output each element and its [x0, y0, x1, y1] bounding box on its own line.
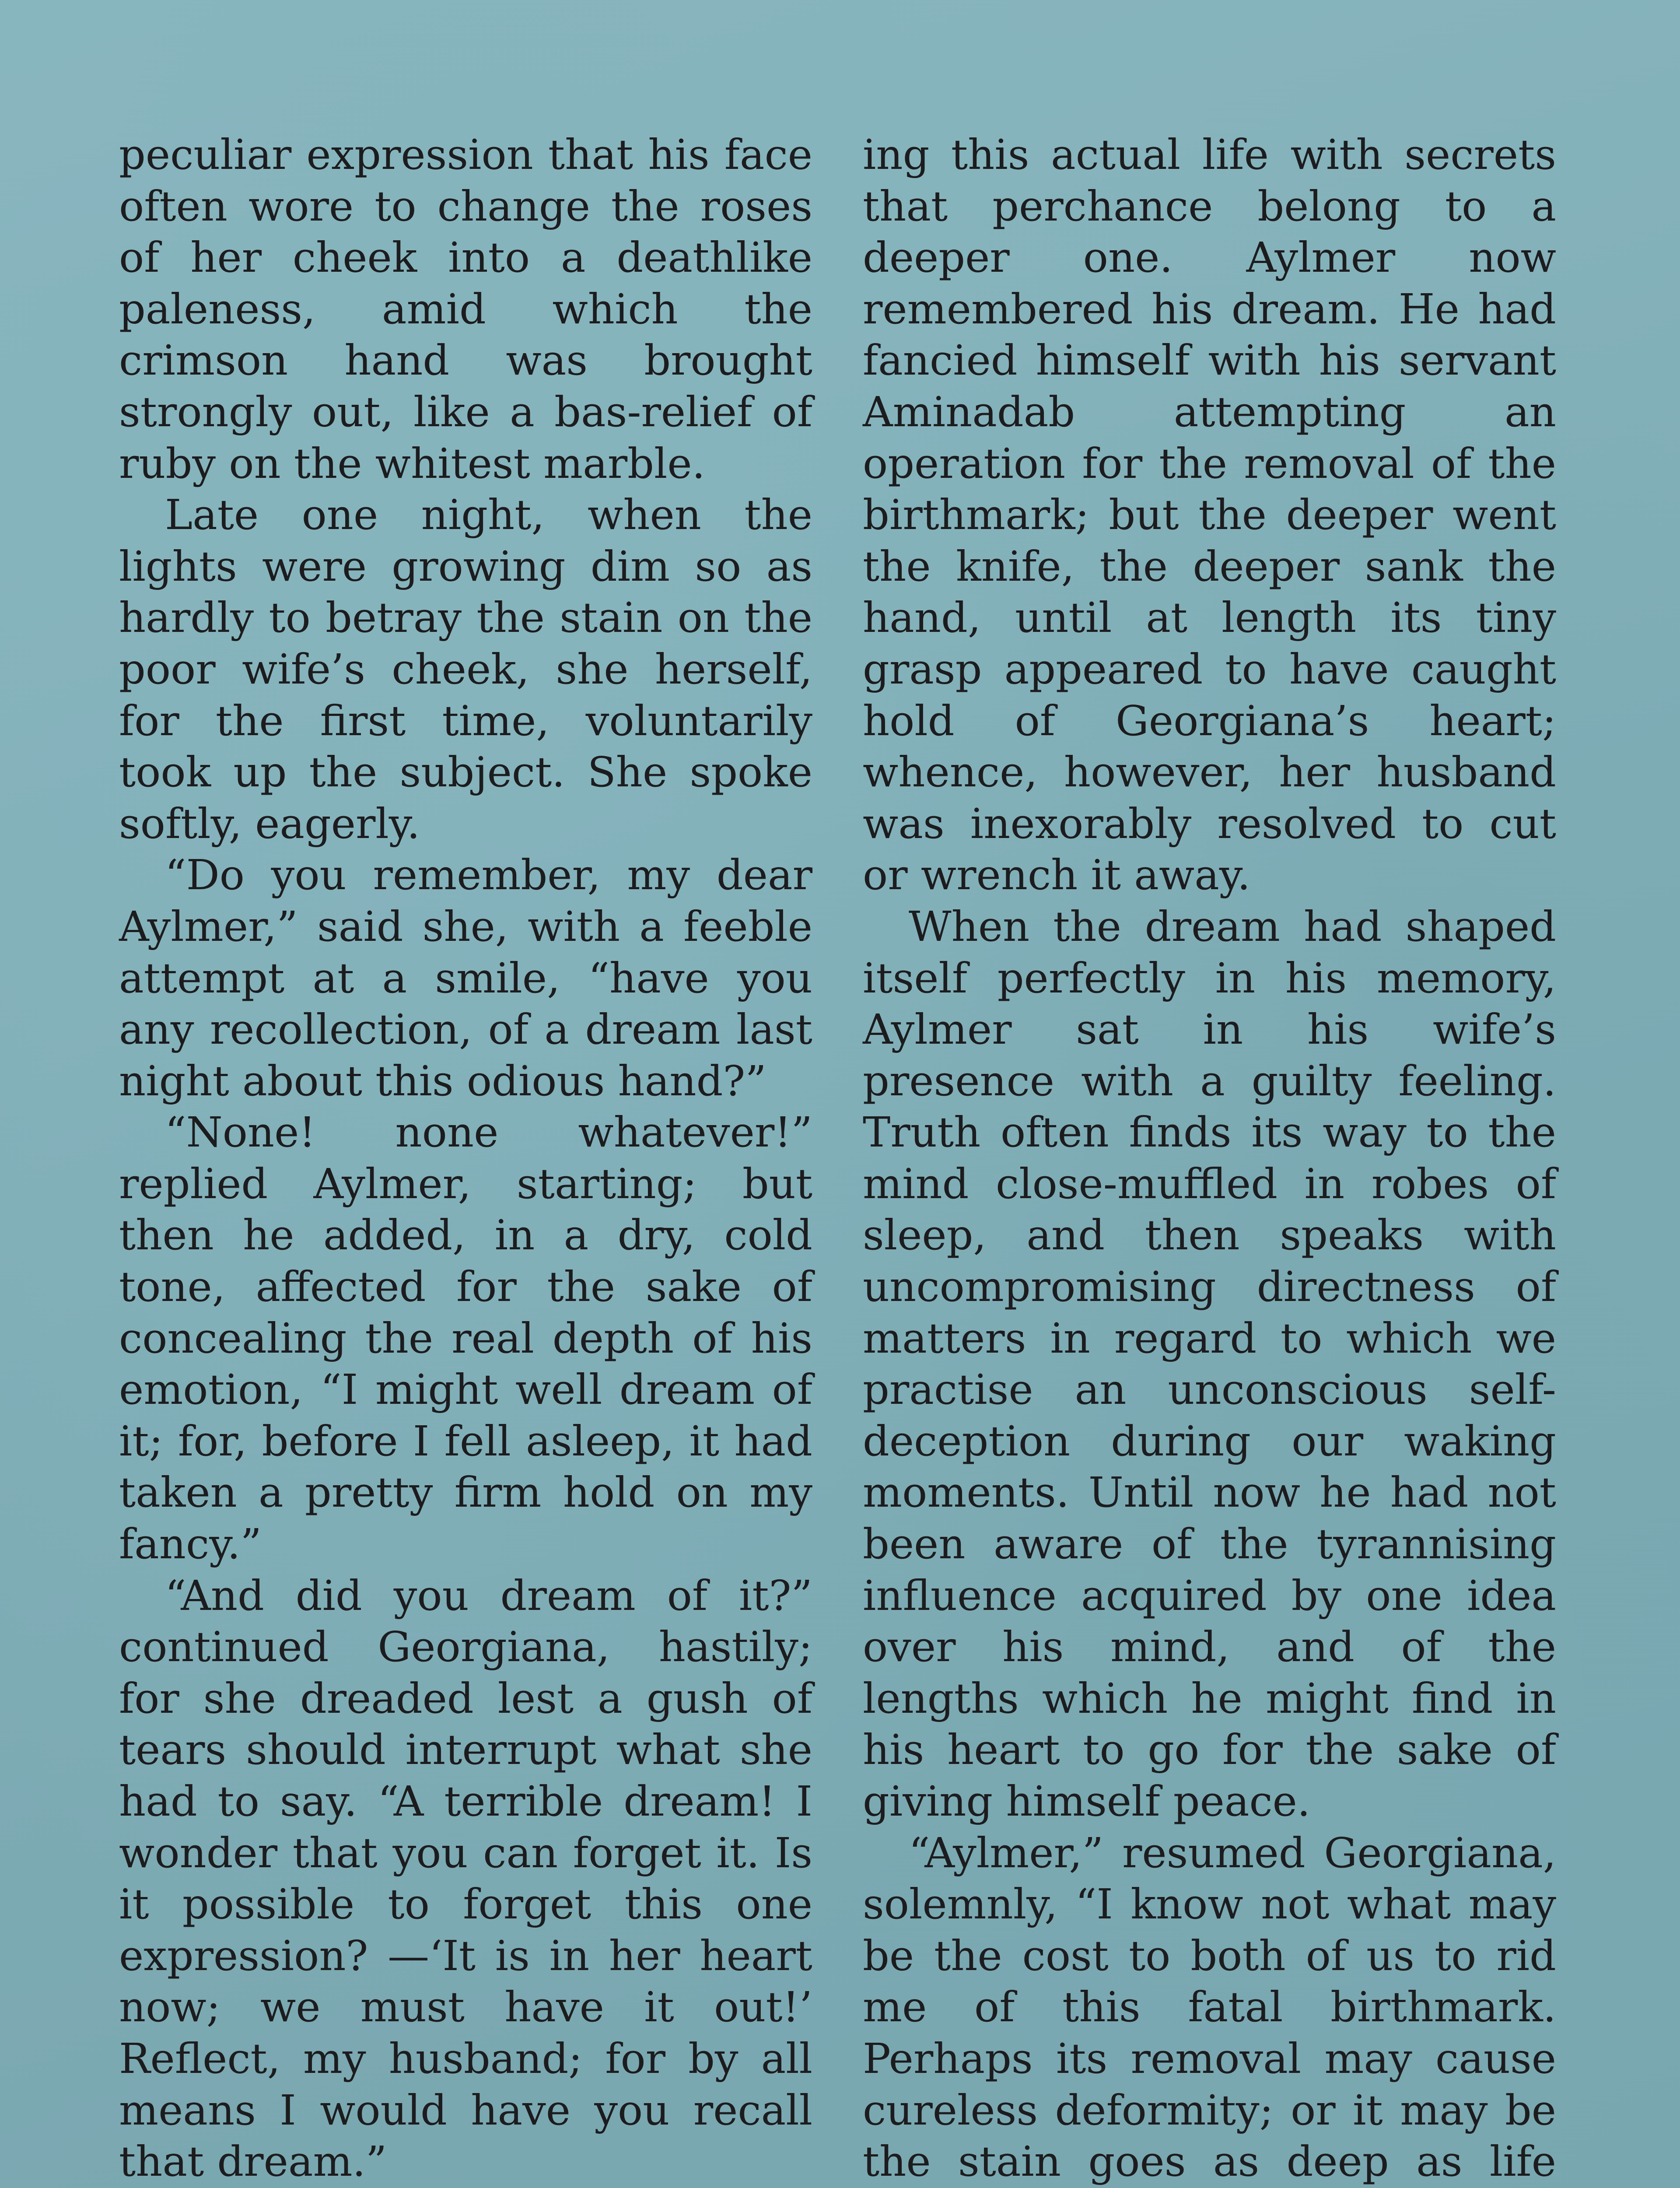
text-column-right — [863, 130, 1556, 2188]
paragraph: “Aylmer,” resumed Georgiana, solemnly, “I know not what may be the cost to both of us to rid me of this fatal birthmark. Perhaps its removal may cause cureless deformity; or it may be the stain goes as deep as life — [863, 1829, 1556, 2186]
text-column-left — [119, 130, 812, 2188]
paragraph: Late one night, when the lights were growing dim so as hardly to betray the stain on the poor wife’s cheek, she herself, for the first time, voluntarily took up the subject. She spoke softly, eagerly. — [119, 491, 812, 848]
paragraph: ing this actual life with secrets that perchance belong to a deeper one. Aylmer now remembered his dream. He had fancied himself with his servant Aminadab attempting an operation for the removal of the birthmark; but the deeper went the knife, the deeper sank the hand, until at length its tiny grasp appeared to have caught hold of Georgiana’s heart; whence, however, her husband was inexorably resolved to cut or wrench it away. — [863, 131, 1556, 900]
paragraph: “None! none whatever!” replied Aylmer, starting; but then he added, in a dry, cold tone, affected for the sake of concealing the real depth of his emotion, “I might well dream of it; for, before I fell asleep, it had taken a pretty firm hold on my fancy.” — [119, 1108, 812, 1569]
paragraph: “Do you remember, my dear Aylmer,” said she, with a feeble attempt at a smile, “have you any recollection, of a dream last night about this odious hand?” — [119, 851, 812, 1105]
paragraph: peculiar expression that his face often wore to change the roses of her cheek into a deathlike paleness, amid which the crimson hand was brought strongly out, like a bas-relief of ruby on the whitest marble. — [119, 131, 812, 488]
paragraph: When the dream had shaped itself perfectly in his memory, Aylmer sat in his wife’s presence with a guilty feeling. Truth often finds its way to the mind close-muffled in robes of sleep, and then speaks with uncompromising directness of matters in regard to which we practise an unconscious self-deception during our waking moments. Until now he had not been aware of the tyrannising influence acquired by one idea over his mind, and of the lengths which he might find in his heart to go for the sake of giving himself peace. — [863, 902, 1556, 1826]
paragraph: “And did you dream of it?” continued Georgiana, hastily; for she dreaded lest a gush of tears should interrupt what she had to say. “A terrible dream! I wonder that you can forget it. Is it possible to forget this one expression? —‘It is in her heart now; we must have it out!’ Reflect, my husband; for by all means I would have you recall that dream.” — [119, 1571, 812, 2186]
